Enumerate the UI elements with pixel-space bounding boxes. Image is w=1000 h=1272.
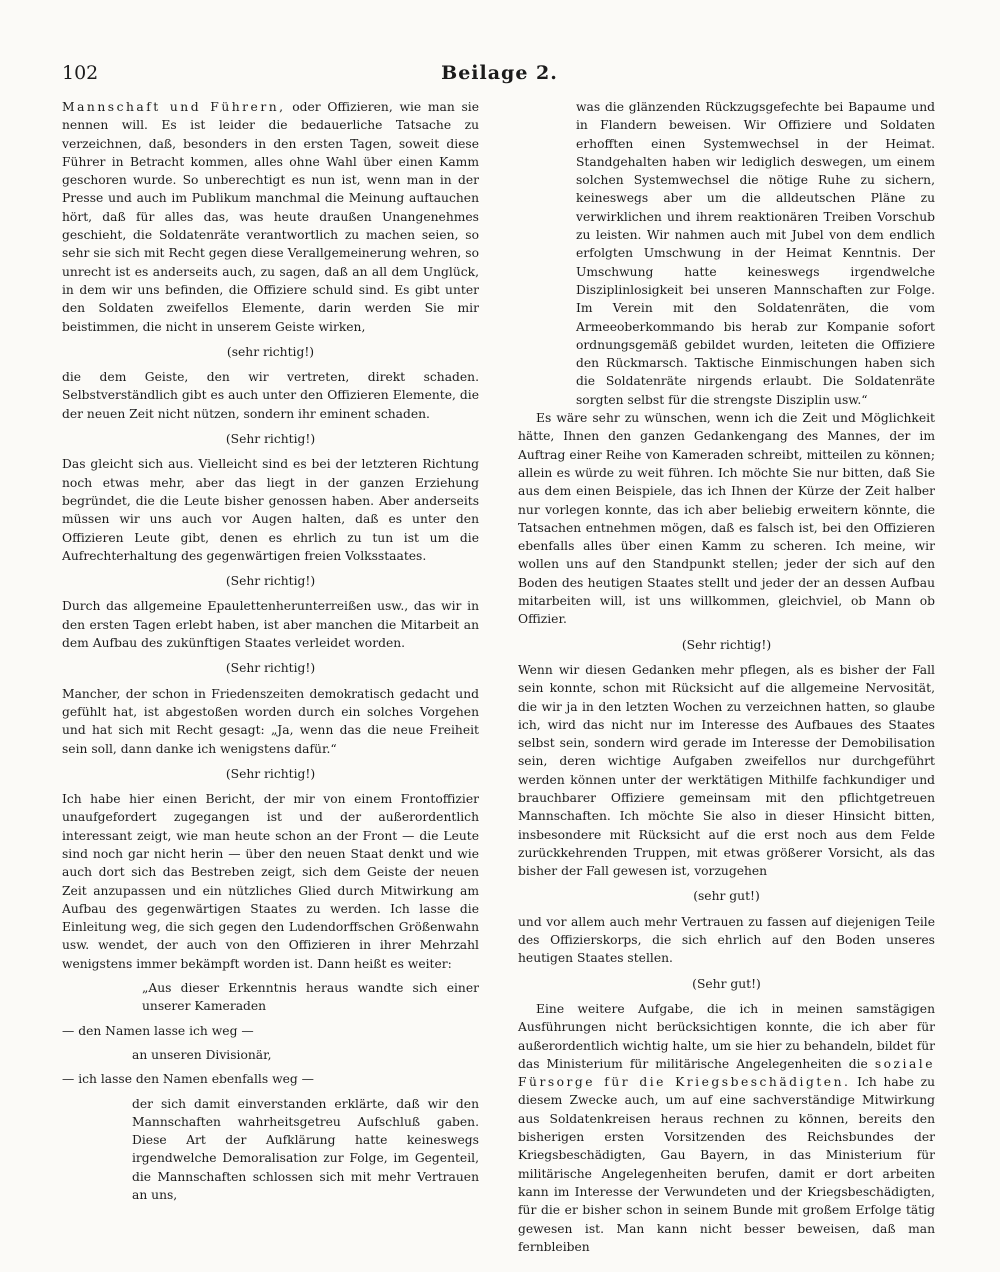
paragraph: Durch das allgemeine Epaulettenherunterreißen usw., das wir in den ersten Tagen erlebt haben, ist aber manchen die Mitarbeit an dem Aufbau des zukünftigen Staates verleidet worden. [62, 599, 479, 651]
right-column [518, 98, 935, 1256]
interjection: (Sehr richtig!) [681, 637, 772, 652]
quote-block: was die glänzenden Rückzugsgefechte bei Bapaume und in Flandern beweisen. Wir Offiziere und Soldaten erhofften einen Systemwechsel in der Heimat. Standgehalten haben wir lediglich deswegen, um einem solchen Systemwechsel die nötige Ruhe zu sichern, keineswegs aber um die alldeutschen Pläne zu verwirklichen und ihrem reaktionären Treiben Vorschub zu leisten. Wir nahmen auch mit Jubel von dem endlich erfolgten Umschwung in der Heimat Kenntnis. Der Umschwung hatte keineswegs irgendwelche Disziplinlosigkeit bei unseren Mannschaften zur Folge. Im Verein mit den Soldatenräten, die vom Armeeoberkommando bis herab zur Kompanie sofort ordnungsgemäß gebildet wurden, leiteten die Offiziere den Rückmarsch. Taktische Einmischungen haben sich die Soldatenräte nirgends erlaubt. Die Soldatenräte sorgten selbst für die strengste Disziplin usw.“ [576, 100, 935, 407]
quote-aside: — den Namen lasse ich weg — [62, 1023, 254, 1038]
page-title: Beilage 2. [441, 62, 558, 84]
quote-aside: — ich lasse den Namen ebenfalls weg — [62, 1072, 314, 1087]
paragraph-text: oder Offizieren, wie man sie nennen will. Es ist leider die bedauerliche Tatsache zu verzeichnen, daß, besonders in den ersten Tagen, soweit diese Führer in Betracht kommen, alles ohne Wahl über einen Kamm geschoren wurde. So unberechtigt es nun ist, wenn man in der Presse und auch im Publikum manchmal die Meinung auftauchen hört, daß für alles das, was heute draußen Unangenehmes geschieht, die Soldatenräte verantwortlich zu machen seien, so sehr sie sich mit Recht gegen diese Verallgemeinerung wehren, so unrecht ist es anderseits auch, zu sagen, daß an all dem Unglück, in dem wir uns befinden, die Offiziere schuld sind. Es gibt unter den Soldaten zweifellos Elemente, darin werden Sie mir beistimmen, die nicht in unserem Geiste wirken, [62, 100, 479, 334]
paragraph: Das gleicht sich aus. Vielleicht sind es bei der letzteren Richtung noch etwas mehr, aber das liegt in der ganzen Erziehung begründet, die die Leute bisher genossen haben. Aber anderseits müssen wir uns auch vor Augen halten, daß es unter den Offizieren Leute gibt, denen es ehrlich zu tun ist um die Aufrechterhaltung des gegenwärtigen freien Volksstaates. [62, 457, 479, 563]
quote-line: „Aus dieser Erkenntnis heraus wandte sich einer unserer Kameraden [142, 981, 479, 1014]
paragraph: Ich habe hier einen Bericht, der mir von einem Frontoffizier unaufgefordert zugegangen ist und der außerordentlich interessant zeigt, wie man heute schon an der Front — die Leute sind noch gar nicht herin — über den neuen Staat denkt und wie auch dort sich das Bestreben zeigt, sich dem Geiste der neuen Zeit anzupassen und ein nützliches Glied durch Mitwirkung am Aufbau des gegenwärtigen Staates zu werden. Ich lasse die Einleitung weg, die sich gegen den Ludendorffschen Größenwahn usw. wendet, der auch von den Offizieren in ihrer Mehrzahl wenigstens immer bekämpft worden ist. Dann heißt es weiter: [62, 792, 479, 971]
interjection: (Sehr richtig!) [225, 661, 316, 676]
paragraph: Es wäre sehr zu wünschen, wenn ich die Zeit und Möglichkeit hätte, Ihnen den ganzen Gedankengang des Mannes, der im Auftrag einer Reihe von Kameraden schreibt, mitteilen zu können; allein es würde zu weit führen. Ich möchte Sie nur bitten, daß Sie aus dem einen Beispiele, das ich Ihnen der Kürze der Zeit halber nur vorlegen konnte, das ich aber beliebig erweitern könnte, die Tatsachen entnehmen mögen, daß es falsch ist, bei den Offizieren ebenfalls alles über einen Kamm zu scheren. Ich meine, wir wollen uns auf den Standpunkt stellen; jeder der sich auf den Boden des heutigen Staates stellt und jeder der an dessen Aufbau mitarbeiten will, ist uns willkommen, gleichviel, ob Mann ob Offizier. [518, 411, 935, 627]
paragraph-text: Ich habe zu diesem Zwecke auch, um auf eine sachverständige Mitwirkung aus Soldatenkreisen heraus rechnen zu können, bereits den bisherigen ersten Vorsitzenden des Reichsbundes der Kriegsbeschädigten, Gau Bayern, in das Ministerium für militärische Angelegenheiten berufen, damit er dort arbeiten kann im Interesse der Verwundeten und der Kriegsbeschädigten, für die er bisher schon in seinem Bunde mit großem Erfolge tätig gewesen ist. Man kann nicht besser beweisen, daß man fernbleiben [518, 1075, 935, 1254]
emphasized-text: Mannschaft und Führern, [62, 100, 286, 114]
interjection: (Sehr richtig!) [225, 766, 316, 781]
paragraph: und vor allem auch mehr Vertrauen zu fassen auf diejenigen Teile des Offizierskorps, die sich ehrlich auf den Boden unseres heutigen Staates stellen. [518, 914, 935, 966]
paragraph: Mancher, der schon in Friedenszeiten demokratisch gedacht und gefühlt hat, ist abgestoßen worden durch ein solches Vorgehen und hat sich mit Recht gesagt: „Ja, wenn das die neue Freiheit sein soll, dann danke ich wenigstens dafür.“ [62, 686, 479, 756]
interjection: (sehr richtig!) [226, 344, 315, 359]
paragraph: die dem Geiste, den wir vertreten, direkt schaden. Selbstverständlich gibt es auch unter den Offizieren Elemente, die der neuen Zeit nicht nützen, sondern ihr eminent schaden. [62, 370, 479, 421]
page-number: 102 [62, 62, 99, 84]
left-column [62, 98, 479, 1204]
paragraph-text: Eine weitere Aufgabe, die ich in meinen samstägigen Ausführungen nicht berücksichtigen konnte, die ich aber für außerordentlich wichtig halte, um sie hier zu behandeln, bildet für das Ministerium für militärische Angelegenheiten die [518, 1001, 936, 1071]
paragraph [518, 1000, 935, 1256]
page-header [62, 62, 937, 92]
interjection: (Sehr gut!) [692, 976, 761, 991]
quote-block: der sich damit einverstanden erklärte, daß wir den Mannschaften wahrheitsgetreu Aufschluß gaben. Diese Art der Aufklärung hatte keineswegs irgendwelche Demoralisation zur Folge, im Gegenteil, die Mannschaften schlossen sich mit mehr Vertrauen an uns, [132, 1096, 479, 1203]
interjection: (Sehr richtig!) [225, 574, 316, 589]
paragraph [62, 98, 479, 336]
interjection: (sehr gut!) [693, 889, 760, 904]
paragraph: Wenn wir diesen Gedanken mehr pflegen, als es bisher der Fall sein konnte, schon mit Rücksicht auf die allgemeine Nervosität, die wir ja in den letzten Wochen zu verzeichnen hatten, so glaube ich, wird das nicht nur im Interesse des Aufbaues des Staates selbst sein, sondern wird gerade im Interesse der Demobilisation sein, deren wichtige Aufgaben zweifellos nur durchgeführt werden können unter der werktätigen Mithilfe fachkundiger und brauchbarer Offiziere gemeinsam mit den pflichtgetreuen Mannschaften. Ich möchte Sie also in dieser Hinsicht bitten, insbesondere mit Rücksicht auf die erst noch aus dem Felde zurückkehrenden Truppen, mit etwas größerer Vorsicht, als das bisher der Fall gewesen ist, vorzugehen [518, 662, 935, 879]
interjection: (Sehr richtig!) [225, 432, 316, 447]
quote-line: an unseren Divisionär, [132, 1047, 272, 1062]
emphasized-text: soziale Fürsorge für die Kriegsbeschädigten. [518, 1056, 935, 1090]
